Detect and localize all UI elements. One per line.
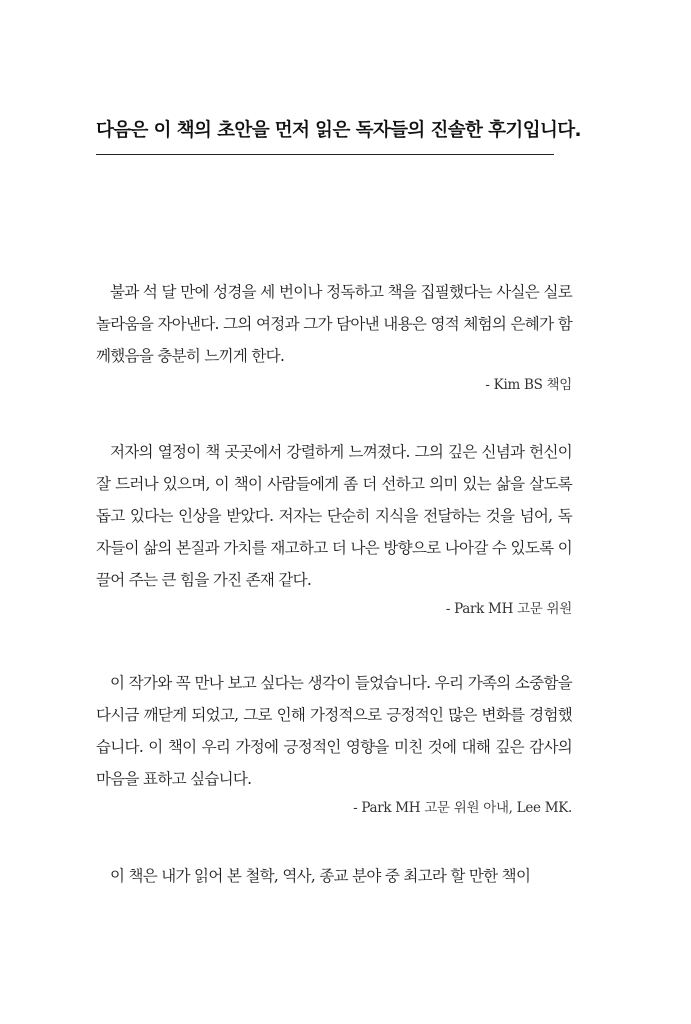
testimonial-4 (96, 860, 572, 892)
testimonial-1 (96, 276, 572, 398)
page-heading: 다음은 이 책의 초안을 먼저 읽은 독자들의 진솔한 후기입니다. (96, 116, 554, 155)
testimonial-attribution: - Kim BS 책임 (485, 377, 572, 393)
testimonial-text: 저자의 열정이 책 곳곳에서 강렬하게 느껴졌다. 그의 깊은 신념과 헌신이 잘 드러나 있으며, 이 책이 사람들에게 좀 더 선하고 의미 있는 삶을 살도록 돕고 있다는 인상을 받았다. 저자는 단순히 지식을 전달하는 것을 넘어, 독자들이 삶의 본질과 가치를 재고하고 더 나은 방향으로 나아갈 수 있도록 이끌어 주는 큰 힘을 가진 존재 같다. (96, 443, 572, 589)
testimonial-text: 이 책은 내가 읽어 본 철학, 역사, 종교 분야 중 최고라 할 만한 책이 (110, 867, 531, 885)
testimonial-attribution: - Park MH 고문 위원 아내, Lee MK. (353, 800, 572, 816)
testimonial-3 (96, 667, 572, 821)
testimonial-2 (96, 436, 572, 622)
testimonial-attribution: - Park MH 고문 위원 (445, 601, 572, 617)
testimonial-text: 이 작가와 꼭 만나 보고 싶다는 생각이 들었습니다. 우리 가족의 소중함을 다시금 깨닫게 되었고, 그로 인해 가정적으로 긍정적인 많은 변화를 경험했습니다. 이 책이 우리 가정에 긍정적인 영향을 미친 것에 대해 깊은 감사의 마음을 표하고 싶습니다. (96, 674, 572, 788)
testimonial-text: 불과 석 달 만에 성경을 세 번이나 정독하고 책을 집필했다는 사실은 실로 놀라움을 자아낸다. 그의 여정과 그가 담아낸 내용은 영적 체험의 은혜가 함께했음을 충분히 느끼게 한다. (96, 283, 572, 365)
